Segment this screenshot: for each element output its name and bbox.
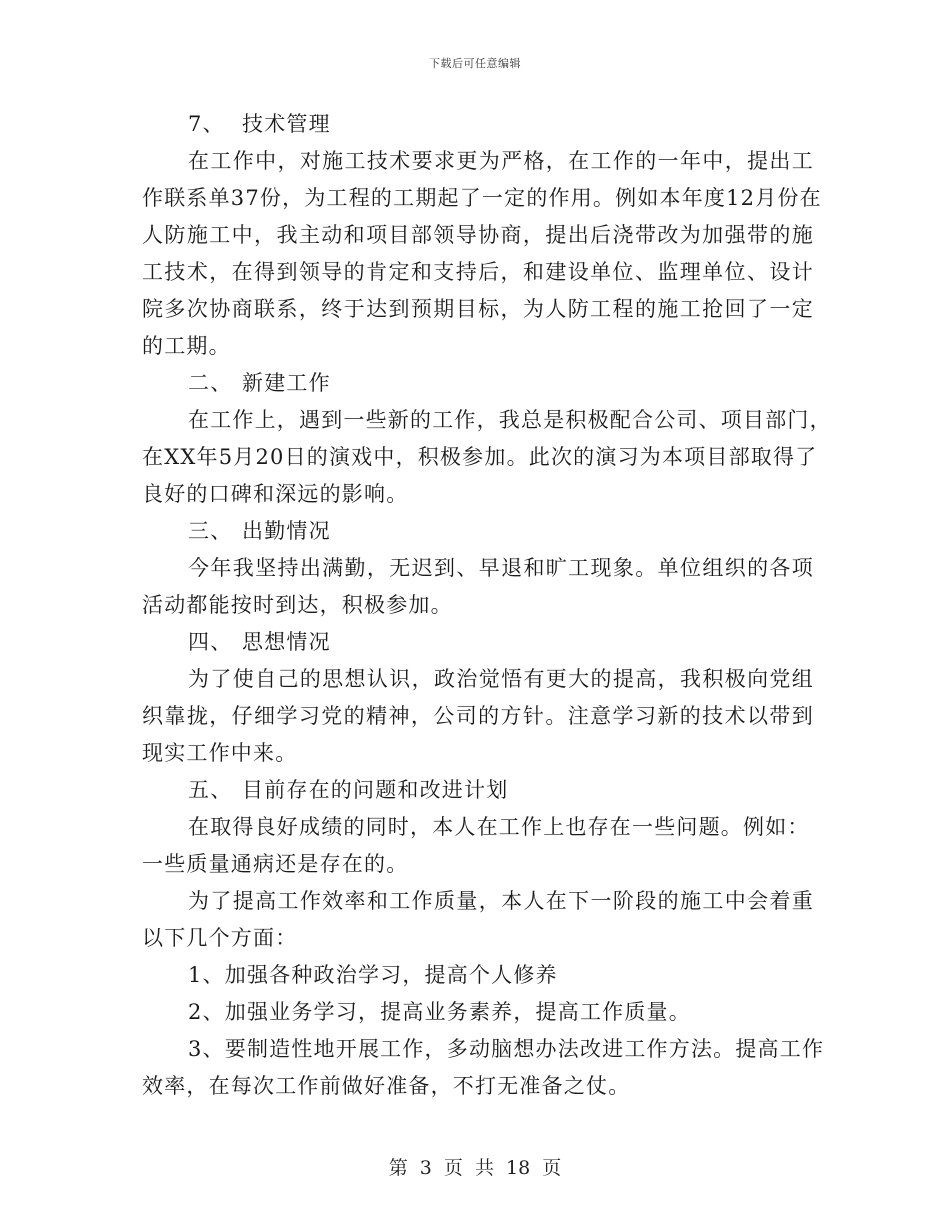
section-heading	[142, 513, 814, 550]
document-body	[142, 106, 832, 1105]
text-line: 人防施工中，我主动和项目部领导协商，提出后浇带改为加强带的施	[142, 223, 814, 247]
section-heading	[142, 106, 814, 143]
text-line: 为了使自己的思想认识，政治觉悟有更大的提高，我积极向党组	[188, 667, 814, 691]
text-line: 3、要制造性地开展工作，多动脑想办法改进工作方法。提高工作	[188, 1037, 825, 1061]
section-title: 目前存在的问题和改进计划	[242, 778, 509, 802]
text-line: 在取得良好成绩的同时，本人在工作上也存在一些问题。例如：	[188, 815, 810, 839]
section-heading	[142, 365, 814, 402]
text-line: 的工期。	[142, 334, 231, 358]
section-title: 思想情况	[242, 630, 331, 654]
section-number: 四、	[188, 630, 233, 654]
section-title: 新建工作	[242, 371, 331, 395]
text-line: 活动都能按时到达，积极参加。	[142, 593, 453, 617]
page-header: 下载后可任意编辑	[429, 57, 521, 70]
text-line: 良好的口碑和深远的影响。	[142, 482, 409, 506]
text-line: 在工作上，遇到一些新的工作，我总是积极配合公司、项目部门，	[188, 408, 832, 432]
text-line: 工技术，在得到领导的肯定和支持后，和建设单位、监理单位、设计	[142, 260, 814, 284]
text-line: 今年我坚持出满勤，无迟到、早退和旷工现象。单位组织的各项	[188, 556, 814, 580]
text-line: 织靠拢，仔细学习党的精神，公司的方针。注意学习新的技术以带到	[142, 704, 814, 728]
text-line: 为了提高工作效率和工作质量，本人在下一阶段的施工中会着重	[188, 889, 814, 913]
section-number: 二、	[188, 371, 233, 395]
section-heading	[142, 772, 814, 809]
text-line: 作联系单37份，为工程的工期起了一定的作用。例如本年度12月份在	[142, 186, 822, 210]
text-line: 以下几个方面：	[142, 926, 298, 950]
text-line: 1、加强各种政治学习，提高个人修养	[188, 963, 558, 987]
text-line: 一些质量通病还是存在的。	[142, 852, 409, 876]
text-line: 在工作中，对施工技术要求更为严格，在工作的一年中，提出工	[188, 149, 814, 173]
section-number: 五、	[188, 778, 233, 802]
section-title: 出勤情况	[242, 519, 331, 543]
section-heading	[142, 624, 814, 661]
text-line: 现实工作中来。	[142, 741, 298, 765]
section-number: 三、	[188, 519, 233, 543]
text-line: 效率，在每次工作前做好准备，不打无准备之仗。	[142, 1074, 631, 1098]
section-title: 技术管理	[242, 112, 331, 136]
page-number-footer: 第 3 页 共 18 页	[388, 1157, 562, 1179]
text-line: 院多次协商联系，终于达到预期目标，为人防工程的施工抢回了一定	[142, 297, 814, 321]
section-number: 7、	[188, 112, 225, 136]
text-line: 在XX年5月20日的演戏中，积极参加。此次的演习为本项目部取得了	[142, 445, 818, 469]
text-line: 2、加强业务学习，提高业务素养，提高工作质量。	[188, 1000, 691, 1024]
